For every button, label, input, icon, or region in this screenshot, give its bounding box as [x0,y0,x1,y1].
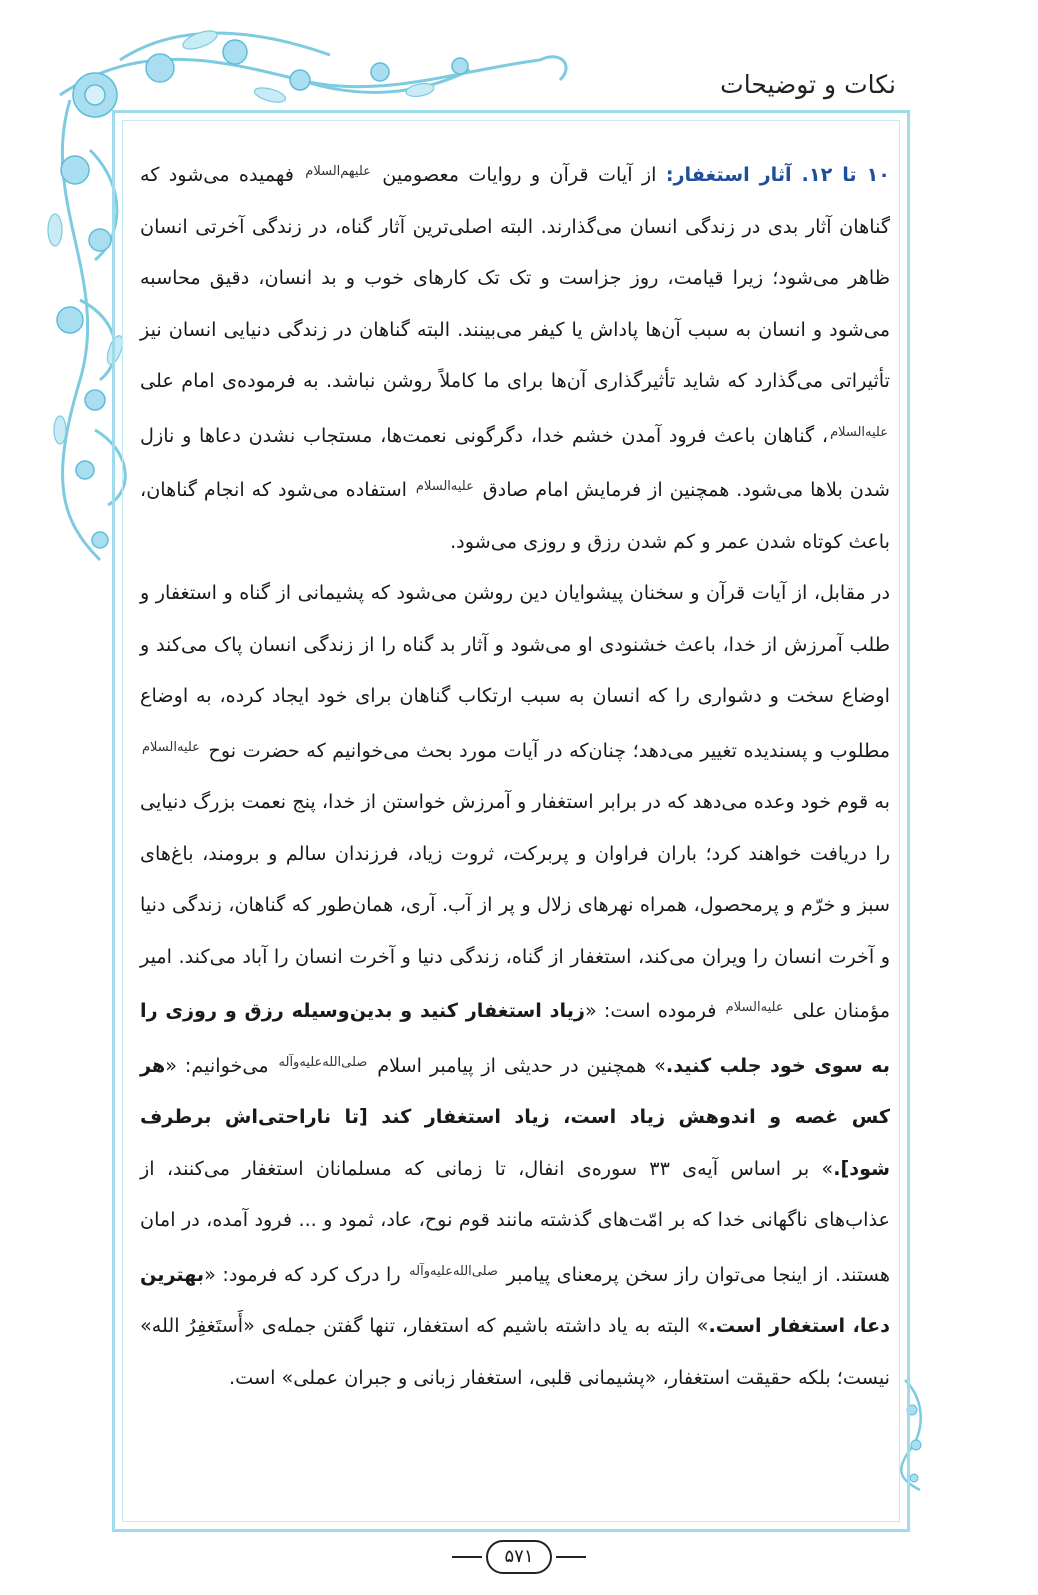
hadith-quote: هر کس غصه و اندوهش زیاد است، زیاد استغفار کند [تا ناراحتی‌اش برطرف شود]. [140,1053,890,1180]
page-content [140,146,890,1403]
text-run: » همچنین در حدیثی از پیامبر اسلام [369,1053,666,1077]
page-number-ornament-left [452,1556,482,1558]
paragraph-sin-effects [140,146,890,567]
honorific-mark: علیه‌السلام [830,424,888,440]
text-run: در مقابل، از آیات قرآن و سخنان پیشوایان دین روشن می‌شود که پشیمانی از گناه و استغفار و طلب آمرزش از خدا، باعث خشنودی او می‌شود و آثار بد گناه را از زندگی انسان پاک می‌کند و اوضاع سخت و دشواری را که انسان به سبب ارتکاب گناهان برای خود ایجاد کرده، به اوضاع مطلوب و پسندیده تغییر می‌دهد؛ چنان‌که در آیات مورد بحث می‌خوانیم که حضرت نوح [140,581,890,762]
text-run: از آیات قرآن و روایات معصومین [372,163,666,186]
honorific-mark: علیه‌السلام [415,479,474,494]
text-run: را درک کرد که فرمود: « [204,1262,408,1286]
text-run: استفاده می‌شود که انجام گناهان، باعث کوتاه شدن عمر و کم شدن رزق و روزی می‌شود. [140,478,890,553]
honorific-mark: صلی‌الله‌علیه‌وآله [278,1054,368,1070]
section-heading: ۱۰ تا ۱۲. آثار استغفار: [665,163,890,186]
honorific-mark: علیه‌السلام [725,1000,784,1015]
page-number-ornament-right [556,1556,586,1558]
hadith-quote: زیاد استغفار کنید و بدین‌وسیله رزق و روزی را به سوی خود جلب کنید. [140,999,891,1077]
honorific-mark: علیه‌السلام [142,739,200,755]
text-run: فهمیده می‌شود که گناهان آثار بدی در زندگی انسان می‌گذارند. البته اصلی‌ترین آثار گناه، در زندگی آخرتی انسان ظاهر می‌شود؛ زیرا قیامت، روز جزاست و تک تک کارهای خوب و بد انسان، دقیق محاسبه می‌شود و انسان به سبب آن‌ها پاداش یا کیفر می‌بینند. البته گناهان در زندگی دنیایی انسان نیز تأثیراتی می‌گذارد که شاید تأثیرگذاری آن‌ها برای ما کاملاً روشن نباشد. به فرموده‌ی امام علی [140,163,890,392]
text-run: » بر اساس آیه‌ی ۳۳ سوره‌ی انفال، تا زمانی که مسلمانان استغفار می‌کنند، از عذاب‌های ناگهانی خدا که بر امّت‌های گذشته مانند قوم نوح، عاد، ثمود و ... فرود آمده، در امان هستند. از اینجا می‌توان راز سخن پرمعنای پیامبر [140,1156,890,1286]
hadith-quote: بهترین دعا، استغفار است. [140,1262,890,1337]
honorific-mark: صلی‌الله‌علیه‌وآله [409,1263,498,1279]
text-run: ، گناهان باعث فرود آمدن خشم خدا، دگرگونی نعمت‌ها، مستجاب نشدن دعاها و نازل شدن بلاها می‌شود. همچنین از فرمایش امام صادق [140,423,890,501]
text-run: فرموده است: « [584,999,724,1022]
honorific-mark: علیهم‌السلام [305,164,371,179]
section-title: نکات و توضیحات [720,70,896,99]
text-run: می‌خوانیم: « [165,1053,277,1077]
text-run: به قوم خود وعده می‌دهد که در برابر استغفار و آمرزش خواستن از خدا، پنج نعمت بزرگ دنیایی را دریافت خواهند کرد؛ باران فراوان و پربرکت، ثروت زیاد، فرزندان سالم و برومند، باغ‌های سبز و خرّم و پرمحصول، همراه نهرهای زلال و پر از آب. آری، همان‌طور که گناهان، زندگی دنیا و آخرت انسان را ویران می‌کند، استغفار از گناه، زندگی دنیا و آخرت انسان را آباد می‌کند. امیر مؤمنان علی [140,790,891,1022]
text-run: » البته به یاد داشته باشیم که استغفار، تنها گفتن جمله‌ی «أَستَغفِرُ الله» نیست؛ بلکه حقیقت استغفار، «پشیمانی قلبی، استغفار زبانی و جبران عملی» است. [140,1314,890,1389]
page-number: ۵۷۱ [486,1540,552,1574]
paragraph-istighfar-effects [140,567,890,1403]
